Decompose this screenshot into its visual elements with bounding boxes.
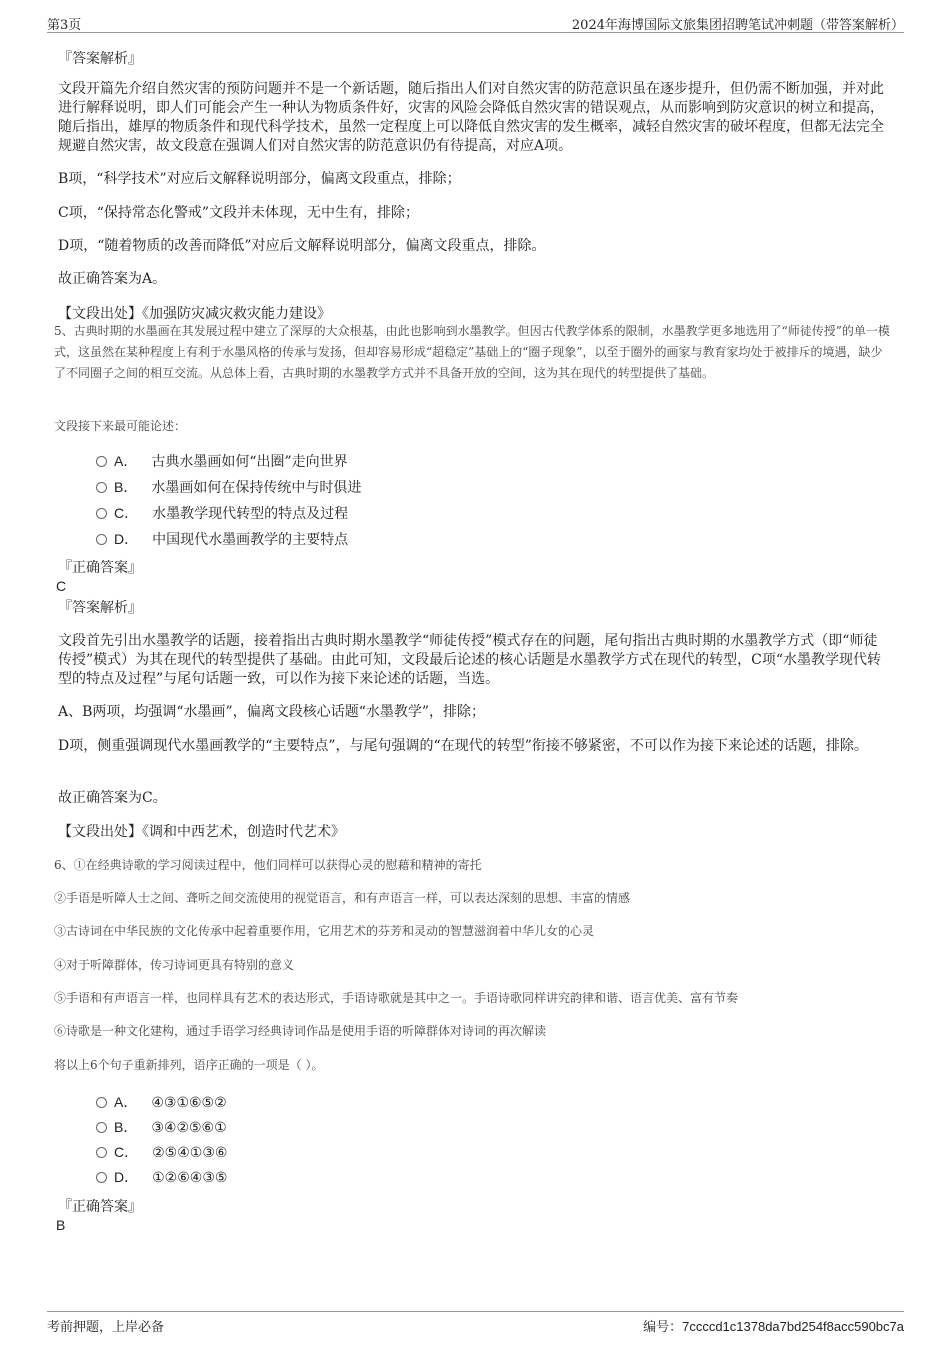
document-code: 编号：7ccccd1c1378da7bd254f8acc590bc7a xyxy=(643,1319,904,1334)
q4-analysis-p5: 故正确答案为A。 xyxy=(58,271,167,287)
q5-source: 【文段出处】《调和中西艺术，创造时代艺术》 xyxy=(58,824,345,840)
q6-sentence-5: ⑤手语和有声语言一样，也同样具有艺术的表达形式，手语诗歌就是其中之一。手语诗歌同样讲究韵律和谐、语言优美、富有节奏 xyxy=(54,991,739,1005)
radio-icon[interactable] xyxy=(96,508,107,519)
q5-option-b[interactable]: B． 水墨画如何在保持传统中与时俱进 xyxy=(96,477,361,497)
page-number: 第3页 xyxy=(47,18,82,33)
q5-analysis-p4: 故正确答案为C。 xyxy=(58,790,167,806)
radio-icon[interactable] xyxy=(96,482,107,493)
q6-sentence-1: 6、①在经典诗歌的学习阅读过程中，他们同样可以获得心灵的慰藉和精神的寄托 xyxy=(54,858,482,872)
q6-sentence-3: ③古诗词在中华民族的文化传承中起着重要作用，它用艺术的芬芳和灵动的智慧滋润着中华儿女的心灵 xyxy=(54,924,595,938)
q5-option-a[interactable]: A． 古典水墨画如何“出圈”走向世界 xyxy=(96,451,348,471)
radio-icon[interactable] xyxy=(96,456,107,467)
q5-answer-label: 『正确答案』 xyxy=(58,560,142,576)
footer-slogan: 考前押题，上岸必备 xyxy=(47,1320,165,1335)
page-header xyxy=(47,12,904,33)
q6-option-c[interactable]: C． ②⑤④①③⑥ xyxy=(96,1142,227,1162)
q5-prompt: 文段接下来最可能论述： xyxy=(54,419,187,433)
q5-analysis-p1: 文段首先引出水墨教学的话题，接着指出古典时期水墨教学“师徒传授”模式存在的问题，尾句指出古典时期的水墨教学方式（即“师徒传授”模式）为其在现代的转型提供了基础。由此可知，文段最后论述的核心话题是水墨教学方式在现代的转型，C项“水墨教学现代转型的特点及过程”与尾句话题一致，可以作为接下来论述的话题，当选。 xyxy=(58,633,882,687)
q6-sentence-6: ⑥诗歌是一种文化建构，通过手语学习经典诗词作品是使用手语的听障群体对诗词的再次解读 xyxy=(54,1024,547,1038)
q6-answer: B xyxy=(56,1217,66,1233)
radio-icon[interactable] xyxy=(96,1172,107,1183)
radio-icon[interactable] xyxy=(96,1122,107,1133)
radio-icon[interactable] xyxy=(96,1147,107,1158)
radio-icon[interactable] xyxy=(96,534,107,545)
q4-analysis-p2: B项，“科学技术”对应后文解释说明部分，偏离文段重点，排除； xyxy=(58,171,461,187)
radio-icon[interactable] xyxy=(96,1097,107,1108)
q5-analysis-p3: D项，侧重强调现代水墨画教学的“主要特点”，与尾句强调的“在现代的转型”衔接不够紧密，不可以作为接下来论述的话题，排除。 xyxy=(58,738,868,754)
q6-answer-label: 『正确答案』 xyxy=(58,1199,142,1215)
q4-analysis-p4: D项，“随着物质的改善而降低”对应后文解释说明部分，偏离文段重点，排除。 xyxy=(58,238,546,254)
q5-option-c[interactable]: C． 水墨教学现代转型的特点及过程 xyxy=(96,503,348,523)
q4-analysis-p1: 文段开篇先介绍自然灾害的预防问题并不是一个新话题，随后指出人们对自然灾害的防范意识虽在逐步提升，但仍需不断加强，并对此进行解释说明，即人们可能会产生一种认为物质条件好，灾害的风险会降低自然灾害的错误观点，从而影响到防灾意识的树立和提高，随后指出，雄厚的物质条件和现代科学技术，虽然一定程度上可以降低自然灾害的发生概率，减轻自然灾害的破坏程度，但都无法完全规避自然灾害，故文段意在强调人们对自然灾害的防范意识仍有待提高，对应A项。 xyxy=(58,81,884,154)
q4-analysis-label: 『答案解析』 xyxy=(58,51,142,67)
q6-prompt: 将以上6个句子重新排列，语序正确的一项是（ ）。 xyxy=(54,1058,324,1072)
page-footer xyxy=(47,1311,904,1338)
q5-analysis-p2: A、B两项，均强调“水墨画”，偏离文段核心话题“水墨教学”，排除； xyxy=(58,704,486,720)
q6-option-d[interactable]: D． ①②⑥④③⑤ xyxy=(96,1167,227,1187)
q6-sentence-4: ④对于听障群体，传习诗词更具有特别的意义 xyxy=(54,958,295,972)
q4-source: 【文段出处】《加强防灾减灾救灾能力建设》 xyxy=(58,306,331,322)
q6-sentence-2: ②手语是听障人士之间、聋听之间交流使用的视觉语言，和有声语言一样，可以表达深刻的思想、丰富的情感 xyxy=(54,891,631,905)
document-title: 2024年海博国际文旅集团招聘笔试冲刺题（带答案解析） xyxy=(571,18,904,33)
q5-answer: C xyxy=(56,578,67,594)
q5-stem: 5、古典时期的水墨画在其发展过程中建立了深厚的大众根基，由此也影响到水墨教学。但因古代教学体系的限制，水墨教学更多地选用了“师徒传授”的单一模式，这虽然在某种程度上有利于水墨风格的传承与发扬，但却容易形成“超稳定”基础上的“圈子现象”，以至于圈外的画家与教育家均处于被排斥的境遇，缺少了不同圈子之间的相互交流。从总体上看，古典时期的水墨教学方式并不具备开放的空间，这为其在现代的转型提供了基础。 xyxy=(54,324,890,380)
q6-option-b[interactable]: B． ③④②⑤⑥① xyxy=(96,1117,227,1137)
q6-option-a[interactable]: A． ④③①⑥⑤② xyxy=(96,1092,227,1112)
q5-analysis-label: 『答案解析』 xyxy=(58,600,142,616)
q4-analysis-p3: C项，“保持常态化警戒”文段并未体现，无中生有，排除； xyxy=(58,205,420,221)
q5-option-d[interactable]: D． 中国现代水墨画教学的主要特点 xyxy=(96,529,348,549)
